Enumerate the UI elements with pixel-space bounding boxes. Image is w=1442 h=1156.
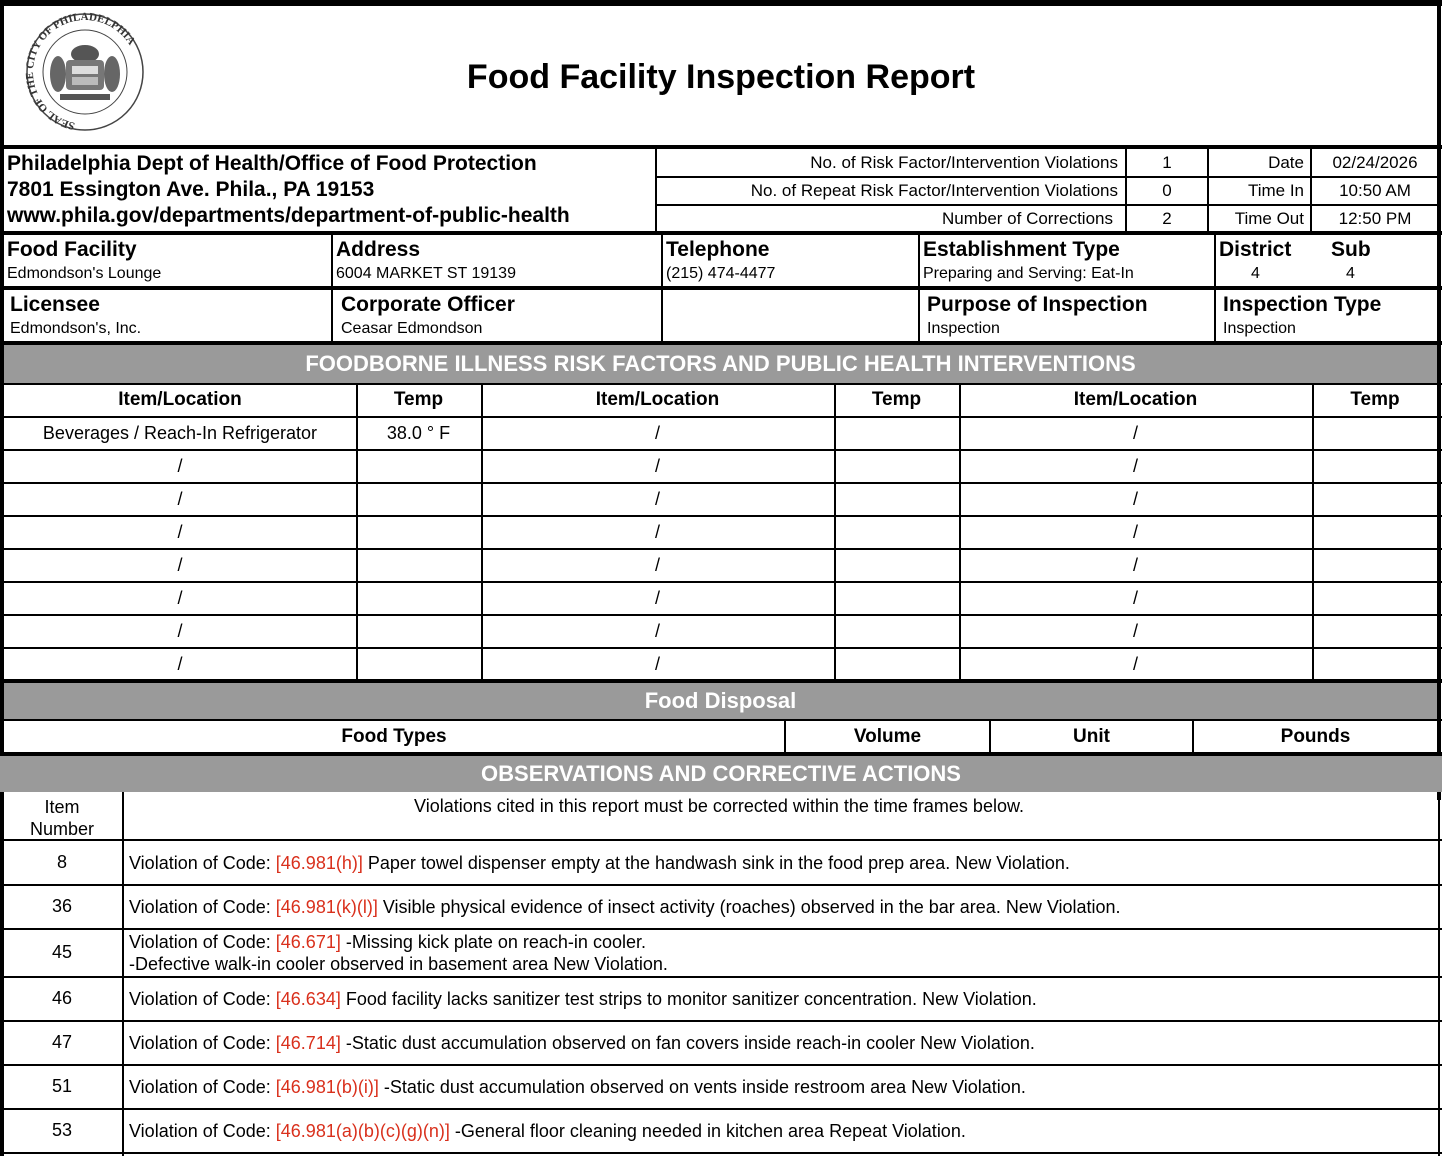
corporate-officer-label: Corporate Officer	[341, 293, 515, 316]
food-facility-value: Edmondson's Lounge	[7, 265, 162, 282]
risk-factors-header: FOODBORNE ILLNESS RISK FACTORS AND PUBLIC HEALTH INTERVENTIONS	[4, 345, 1437, 383]
address-value: 6004 MARKET ST 19139	[336, 265, 516, 282]
disposal-col-volume: Volume	[853, 726, 922, 747]
establishment-type-value: Preparing and Serving: Eat-In	[923, 265, 1134, 282]
risk-cell-item-location: /	[1132, 489, 1138, 509]
disposal-col-pounds: Pounds	[1280, 726, 1351, 747]
obs-description-line2: -Defective walk-in cooler observed in basement area New Violation.	[129, 954, 668, 974]
obs-item-number: 46	[51, 988, 73, 1008]
time-out-value: 12:50 PM	[1338, 209, 1412, 228]
risk-cell-item-location: Beverages / Reach-In Refrigerator	[42, 423, 318, 443]
obs-item-number: 47	[51, 1032, 73, 1052]
repeat-violations-value: 0	[1162, 181, 1172, 200]
risk-cell-item-location: /	[1132, 423, 1138, 443]
time-in-label: Time In	[1247, 181, 1304, 200]
obs-description: Food facility lacks sanitizer test strips to monitor sanitizer concentration. New Violation.	[340, 989, 1037, 1009]
risk-cell-item-location: /	[1132, 621, 1138, 641]
date-value: 02/24/2026	[1332, 153, 1418, 172]
risk-cell-temp: 38.0 ° F	[386, 423, 451, 443]
obs-col-item-number: Item Number	[29, 797, 95, 839]
risk-cell-item-location: /	[1132, 654, 1138, 674]
risk-cell-item-location: /	[177, 555, 183, 575]
repeat-violations-label: No. of Repeat Risk Factor/Intervention Violations	[750, 181, 1118, 200]
obs-violation-text	[129, 1032, 1035, 1054]
risk-cell-item-location: /	[177, 588, 183, 608]
svg-text:SEAL OF THE CITY OF PHILADELPH: SEAL OF THE CITY OF PHILADELPHIA	[23, 12, 138, 132]
obs-violation-prefix: Violation of Code:	[129, 1077, 276, 1097]
obs-description: -Missing kick plate on reach-in cooler.	[340, 932, 646, 952]
risk-cell-item-location: /	[654, 423, 660, 443]
district-value: 4	[1251, 265, 1260, 282]
purpose-value: Inspection	[927, 320, 1000, 337]
agency-address: 7801 Essington Ave. Phila., PA 19153	[7, 178, 375, 201]
risk-cell-item-location: /	[654, 588, 660, 608]
obs-code-link[interactable]: [46.714]	[275, 1033, 341, 1053]
obs-violation-prefix: Violation of Code:	[129, 1121, 276, 1141]
sub-label: Sub	[1331, 238, 1371, 261]
obs-violation-prefix: Violation of Code:	[129, 932, 276, 952]
obs-description: Paper towel dispenser empty at the handwash sink in the food prep area. New Violation.	[362, 852, 1070, 873]
risk-cell-item-location: /	[1132, 456, 1138, 476]
risk-cell-item-location: /	[1132, 522, 1138, 542]
disposal-col-unit: Unit	[1073, 726, 1110, 747]
risk-col-temp: Temp	[1350, 389, 1400, 410]
obs-violation-text	[129, 931, 668, 975]
risk-cell-item-location: /	[654, 456, 660, 476]
obs-item-number: 51	[51, 1076, 73, 1096]
risk-col-item-location: Item/Location	[118, 389, 242, 410]
inspection-type-value: Inspection	[1223, 320, 1296, 337]
agency-website[interactable]: www.phila.gov/departments/department-of-public-health	[7, 204, 570, 227]
obs-description: -General floor cleaning needed in kitchen area Repeat Violation.	[449, 1121, 966, 1141]
risk-col-temp: Temp	[393, 389, 444, 410]
corporate-officer-value: Ceasar Edmondson	[341, 320, 483, 337]
obs-violation-text	[129, 988, 1037, 1010]
obs-code-link[interactable]: [46.634]	[275, 989, 341, 1009]
risk-cell-item-location: /	[654, 489, 660, 509]
obs-description: Visible physical evidence of insect activity (roaches) observed in the bar area. New Violation.	[377, 897, 1121, 917]
obs-code-link[interactable]: [46.981(b)(i)]	[275, 1077, 379, 1097]
purpose-label: Purpose of Inspection	[927, 293, 1148, 316]
risk-cell-item-location: /	[1132, 555, 1138, 575]
obs-item-number: 36	[51, 896, 73, 916]
risk-cell-item-location: /	[654, 555, 660, 575]
agency-name: Philadelphia Dept of Health/Office of Food Protection	[7, 152, 537, 175]
telephone-value: (215) 474-4477	[666, 265, 776, 282]
risk-cell-item-location: /	[654, 522, 660, 542]
obs-code-link[interactable]: [46.981(h)]	[275, 852, 363, 873]
obs-item-number: 45	[51, 942, 73, 962]
district-label: District	[1219, 238, 1292, 261]
risk-col-temp: Temp	[871, 389, 922, 410]
risk-cell-item-location: /	[177, 654, 183, 674]
risk-cell-item-location: /	[177, 456, 183, 476]
report-title: Food Facility Inspection Report	[466, 58, 976, 96]
obs-description: -Static dust accumulation observed on vents inside restroom area New Violation.	[378, 1077, 1026, 1097]
risk-violations-value: 1	[1162, 153, 1172, 172]
food-facility-label: Food Facility	[7, 238, 137, 261]
obs-violation-prefix: Violation of Code:	[129, 852, 276, 873]
address-label: Address	[336, 238, 421, 261]
establishment-type-label: Establishment Type	[923, 238, 1120, 261]
sub-value: 4	[1346, 265, 1355, 282]
risk-cell-item-location: /	[177, 522, 183, 542]
risk-cell-item-location: /	[177, 621, 183, 641]
risk-cell-item-location: /	[1132, 588, 1138, 608]
inspection-type-label: Inspection Type	[1223, 293, 1382, 316]
disposal-col-food-types: Food Types	[341, 726, 447, 747]
obs-violation-prefix: Violation of Code:	[129, 897, 276, 917]
obs-code-link[interactable]: [46.671]	[275, 932, 341, 952]
obs-code-link[interactable]: [46.981(a)(b)(c)(g)(n)]	[275, 1121, 450, 1141]
obs-item-number: 53	[51, 1120, 73, 1140]
time-out-label: Time Out	[1234, 209, 1304, 228]
licensee-value: Edmondson's, Inc.	[10, 320, 142, 337]
obs-notice: Violations cited in this report must be corrected within the time frames below.	[414, 796, 1024, 816]
corrections-label: Number of Corrections	[941, 209, 1113, 228]
licensee-label: Licensee	[10, 293, 100, 316]
risk-cell-item-location: /	[654, 621, 660, 641]
time-in-value: 10:50 AM	[1339, 181, 1411, 200]
risk-cell-item-location: /	[654, 654, 660, 674]
risk-cell-item-location: /	[177, 489, 183, 509]
obs-item-number: 8	[56, 851, 67, 872]
telephone-label: Telephone	[666, 238, 770, 261]
obs-violation-text	[129, 896, 1121, 918]
observations-header: OBSERVATIONS AND CORRECTIVE ACTIONS	[0, 756, 1442, 792]
date-label: Date	[1268, 153, 1304, 172]
obs-violation-prefix: Violation of Code:	[129, 989, 276, 1009]
food-disposal-header: Food Disposal	[4, 683, 1437, 719]
risk-col-item-location: Item/Location	[595, 389, 720, 410]
obs-violation-text	[129, 1076, 1026, 1098]
obs-violation-text	[129, 852, 1070, 874]
obs-description: -Static dust accumulation observed on fan covers inside reach-in cooler New Violation.	[340, 1033, 1035, 1053]
obs-violation-text	[129, 1120, 966, 1142]
risk-violations-label: No. of Risk Factor/Intervention Violations	[810, 153, 1118, 172]
obs-code-link[interactable]: [46.981(k)(l)]	[275, 897, 378, 917]
corrections-value: 2	[1162, 209, 1172, 228]
risk-col-item-location: Item/Location	[1073, 389, 1198, 410]
obs-violation-prefix: Violation of Code:	[129, 1033, 276, 1053]
